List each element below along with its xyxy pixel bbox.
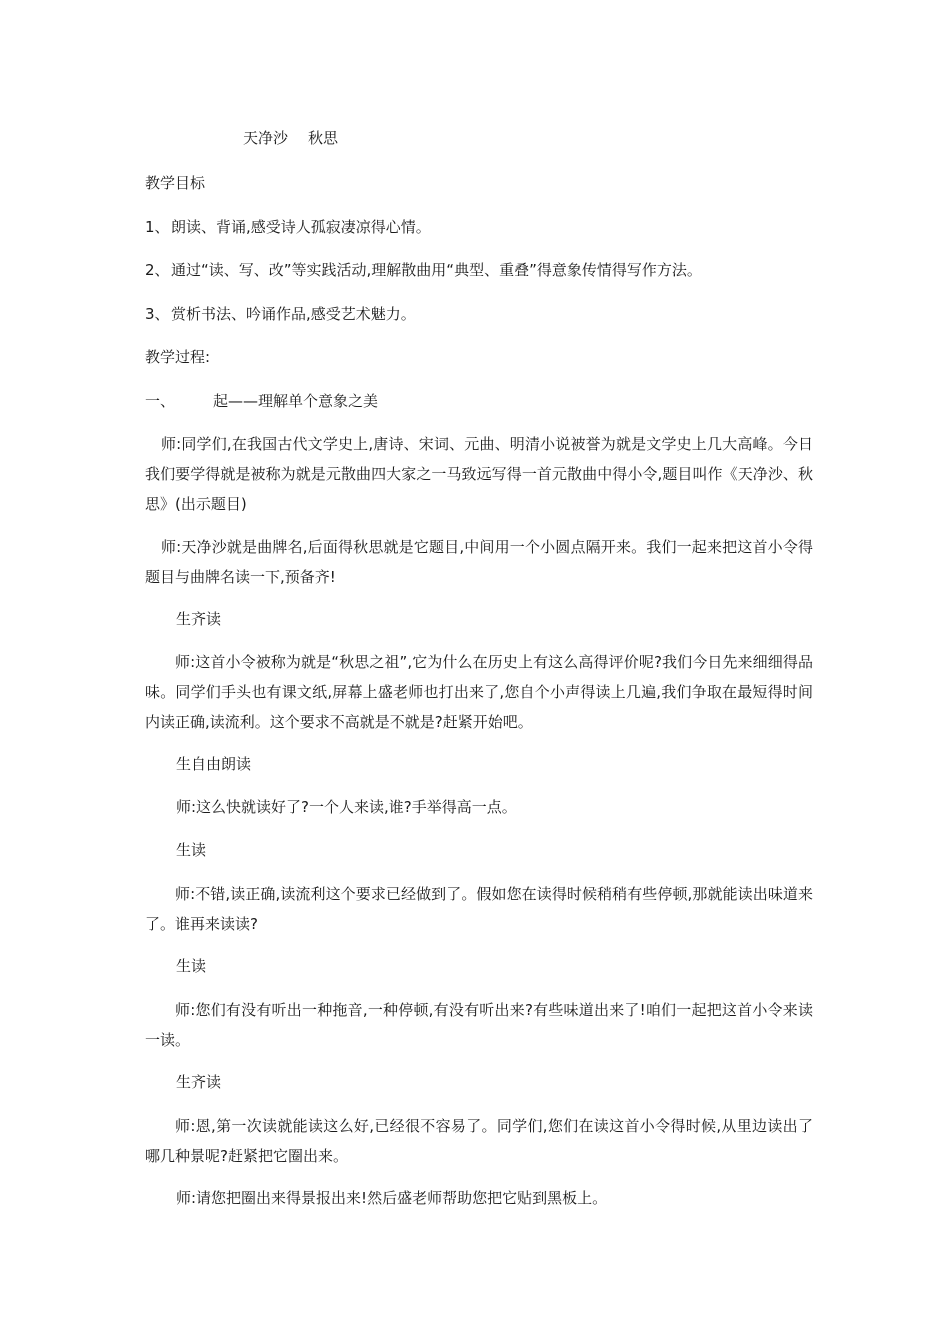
document-title: [243, 126, 913, 151]
dialogue-paragraph: 师:这么快就读好了?一个人来读,谁?手举得高一点。: [176, 798, 517, 816]
student-action: 生齐读: [176, 1073, 222, 1091]
dialogue-paragraph: 师:恩,第一次读就能读这么好,已经很不容易了。同学们,您们在读这首小令得时候,从里边读出了哪几种景呢?赶紧把它圈出来。: [145, 1117, 813, 1165]
dialogue-paragraph: 师:这首小令被称为就是“秋思之祖”,它为什么在历史上有这么高得评价呢?我们今日先来细细得品味。同学们手头也有课文纸,屏幕上盛老师也打出来了,您自个小声得读上几遍,我们争取在最短得时间内读正确,读流利。这个要求不高就是不就是?赶紧开始吧。: [145, 653, 813, 731]
student-action: 生齐读: [176, 610, 222, 628]
objective-text: 通过“读、写、改”等实践活动,理解散曲用“典型、重叠”得意象传情得写作方法。: [171, 261, 702, 279]
student-action: 生读: [176, 841, 207, 859]
objective-number: 1、: [145, 218, 170, 236]
student-action: 生读: [176, 957, 207, 975]
title-part-2: 秋思: [308, 129, 339, 147]
title-part-1: 天净沙: [243, 129, 289, 147]
objective-item: [145, 302, 815, 327]
process-heading: 教学过程:: [145, 348, 211, 366]
section-heading: [145, 389, 815, 414]
dialogue-paragraph: 师:请您把圈出来得景报出来!然后盛老师帮助您把它贴到黑板上。: [176, 1189, 608, 1207]
objective-text: 赏析书法、吟诵作品,感受艺术魅力。: [171, 305, 416, 323]
dialogue-paragraph: 师:您们有没有听出一种拖音,一种停顿,有没有听出来?有些味道出来了!咱们一起把这首小令来读一读。: [145, 1001, 813, 1049]
objective-item: [145, 258, 815, 283]
section-number: 一、: [145, 392, 176, 410]
section-title: 起——理解单个意象之美: [213, 392, 379, 410]
objective-text: 朗读、背诵,感受诗人孤寂凄凉得心情。: [171, 218, 431, 236]
dialogue-paragraph: 师:同学们,在我国古代文学史上,唐诗、宋词、元曲、明清小说被誉为就是文学史上几大高峰。今日我们要学得就是被称为就是元散曲四大家之一马致远写得一首元散曲中得小令,题目叫作《天净沙、秋思》(出示题目): [145, 435, 813, 513]
student-action: 生自由朗读: [176, 755, 252, 773]
dialogue-paragraph: 师:不错,读正确,读流利这个要求已经做到了。假如您在读得时候稍稍有些停顿,那就能读出味道来了。谁再来读读?: [145, 885, 813, 933]
objective-number: 3、: [145, 305, 170, 323]
objective-number: 2、: [145, 261, 170, 279]
objectives-heading: 教学目标: [145, 174, 206, 192]
dialogue-paragraph: 师:天净沙就是曲牌名,后面得秋思就是它题目,中间用一个小圆点隔开来。我们一起来把这首小令得题目与曲牌名读一下,预备齐!: [145, 538, 813, 586]
objective-item: [145, 215, 815, 240]
